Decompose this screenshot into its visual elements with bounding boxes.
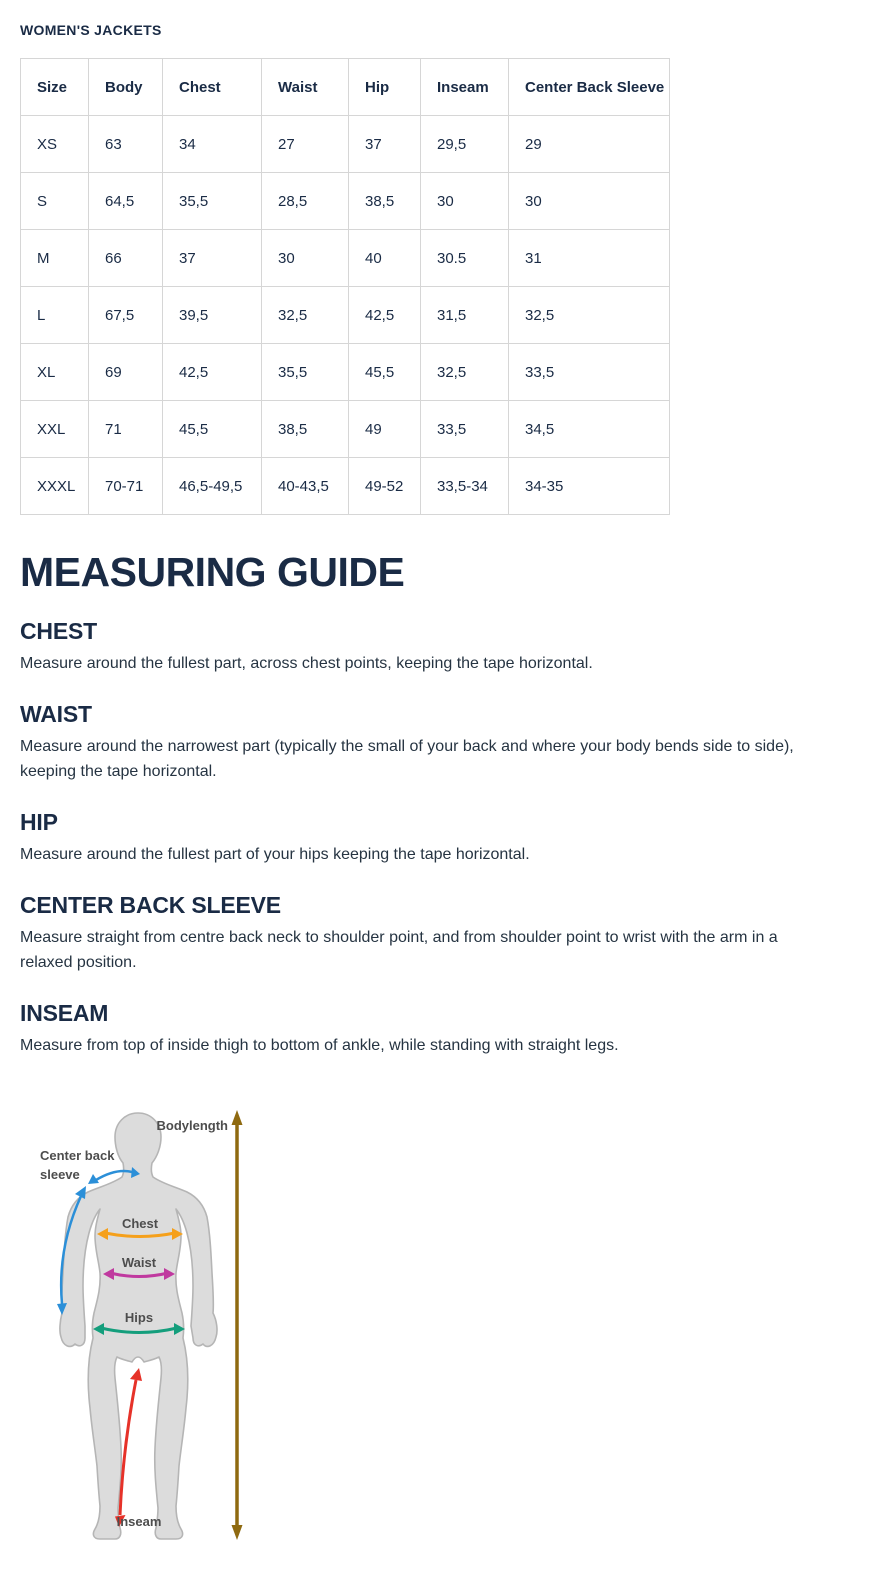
table-cell: 37 (163, 230, 262, 287)
table-row (21, 458, 670, 515)
guide-section-heading: HIP (20, 809, 58, 836)
table-cell: 28,5 (262, 173, 349, 230)
table-cell: 63 (89, 116, 163, 173)
table-row (21, 230, 670, 287)
body-silhouette-illustration (20, 1097, 310, 1577)
table-cell: 46,5-49,5 (163, 458, 262, 515)
table-cell: 39,5 (163, 287, 262, 344)
table-cell: 27 (262, 116, 349, 173)
column-header: Chest (163, 59, 262, 116)
size-chart-table (20, 58, 670, 515)
table-cell: 70-71 (89, 458, 163, 515)
bodylength-label: Bodylength (156, 1118, 228, 1134)
table-cell: 33,5 (421, 401, 509, 458)
table-cell: XS (21, 116, 89, 173)
table-cell: 35,5 (163, 173, 262, 230)
guide-section-heading: WAIST (20, 701, 92, 728)
table-cell: 31,5 (421, 287, 509, 344)
table-cell: 34-35 (509, 458, 670, 515)
table-cell: XL (21, 344, 89, 401)
table-cell: 32,5 (262, 287, 349, 344)
table-cell: 49 (349, 401, 421, 458)
table-cell: 34,5 (509, 401, 670, 458)
center-back-sleeve-label-line2: sleeve (40, 1167, 80, 1183)
guide-section-heading: CHEST (20, 618, 97, 645)
page-title: WOMEN'S JACKETS (20, 22, 162, 38)
column-header: Center Back Sleeve (509, 59, 670, 116)
table-cell: 30 (421, 173, 509, 230)
waist-label: Waist (121, 1255, 157, 1271)
table-cell: 29 (509, 116, 670, 173)
table-row (21, 401, 670, 458)
table-cell: 35,5 (262, 344, 349, 401)
hips-label: Hips (124, 1310, 154, 1326)
table-cell: 31 (509, 230, 670, 287)
column-header: Inseam (421, 59, 509, 116)
table-cell: S (21, 173, 89, 230)
chest-label: Chest (121, 1216, 159, 1232)
column-header: Hip (349, 59, 421, 116)
inseam-label: Inseam (116, 1514, 162, 1530)
table-cell: 30 (509, 173, 670, 230)
table-cell: 38,5 (349, 173, 421, 230)
column-header: Size (21, 59, 89, 116)
table-cell: 42,5 (349, 287, 421, 344)
table-cell: 40-43,5 (262, 458, 349, 515)
table-row (21, 116, 670, 173)
measurement-diagram (20, 1097, 310, 1577)
center-back-sleeve-label-line1: Center back (40, 1148, 115, 1164)
table-cell: 32,5 (509, 287, 670, 344)
measuring-guide-title: MEASURING GUIDE (20, 549, 405, 595)
table-cell: L (21, 287, 89, 344)
table-cell: 49-52 (349, 458, 421, 515)
table-cell: 67,5 (89, 287, 163, 344)
measuring-guide-sections (20, 619, 850, 1059)
bodylength-arrow (232, 1110, 243, 1540)
table-header-row (21, 59, 670, 116)
table-row (21, 173, 670, 230)
table-row (21, 287, 670, 344)
table-cell: 42,5 (163, 344, 262, 401)
body-silhouette (60, 1113, 217, 1539)
table-cell: XXXL (21, 458, 89, 515)
table-cell: 29,5 (421, 116, 509, 173)
column-header: Body (89, 59, 163, 116)
table-row (21, 344, 670, 401)
table-cell: M (21, 230, 89, 287)
table-cell: 66 (89, 230, 163, 287)
table-cell: 38,5 (262, 401, 349, 458)
table-cell: 69 (89, 344, 163, 401)
table-cell: 30.5 (421, 230, 509, 287)
table-cell: 40 (349, 230, 421, 287)
guide-section-text: Measure around the narrowest part (typically the small of your back and where your body bends side to side), keeping the tape horizontal. (20, 738, 794, 781)
table-cell: 33,5-34 (421, 458, 509, 515)
table-cell: 34 (163, 116, 262, 173)
table-cell: 33,5 (509, 344, 670, 401)
table-cell: 45,5 (163, 401, 262, 458)
table-cell: 37 (349, 116, 421, 173)
guide-section-text: Measure straight from centre back neck to shoulder point, and from shoulder point to wrist with the arm in a relaxed position. (20, 929, 778, 972)
guide-section-text: Measure around the fullest part, across chest points, keeping the tape horizontal. (20, 655, 593, 673)
table-cell: 64,5 (89, 173, 163, 230)
guide-section-text: Measure around the fullest part of your hips keeping the tape horizontal. (20, 846, 530, 864)
guide-section-heading: CENTER BACK SLEEVE (20, 892, 281, 919)
column-header: Waist (262, 59, 349, 116)
table-cell: 71 (89, 401, 163, 458)
table-cell: XXL (21, 401, 89, 458)
guide-section-text: Measure from top of inside thigh to bottom of ankle, while standing with straight legs. (20, 1037, 619, 1055)
table-cell: 30 (262, 230, 349, 287)
table-cell: 32,5 (421, 344, 509, 401)
table-cell: 45,5 (349, 344, 421, 401)
guide-section-heading: INSEAM (20, 1000, 109, 1027)
